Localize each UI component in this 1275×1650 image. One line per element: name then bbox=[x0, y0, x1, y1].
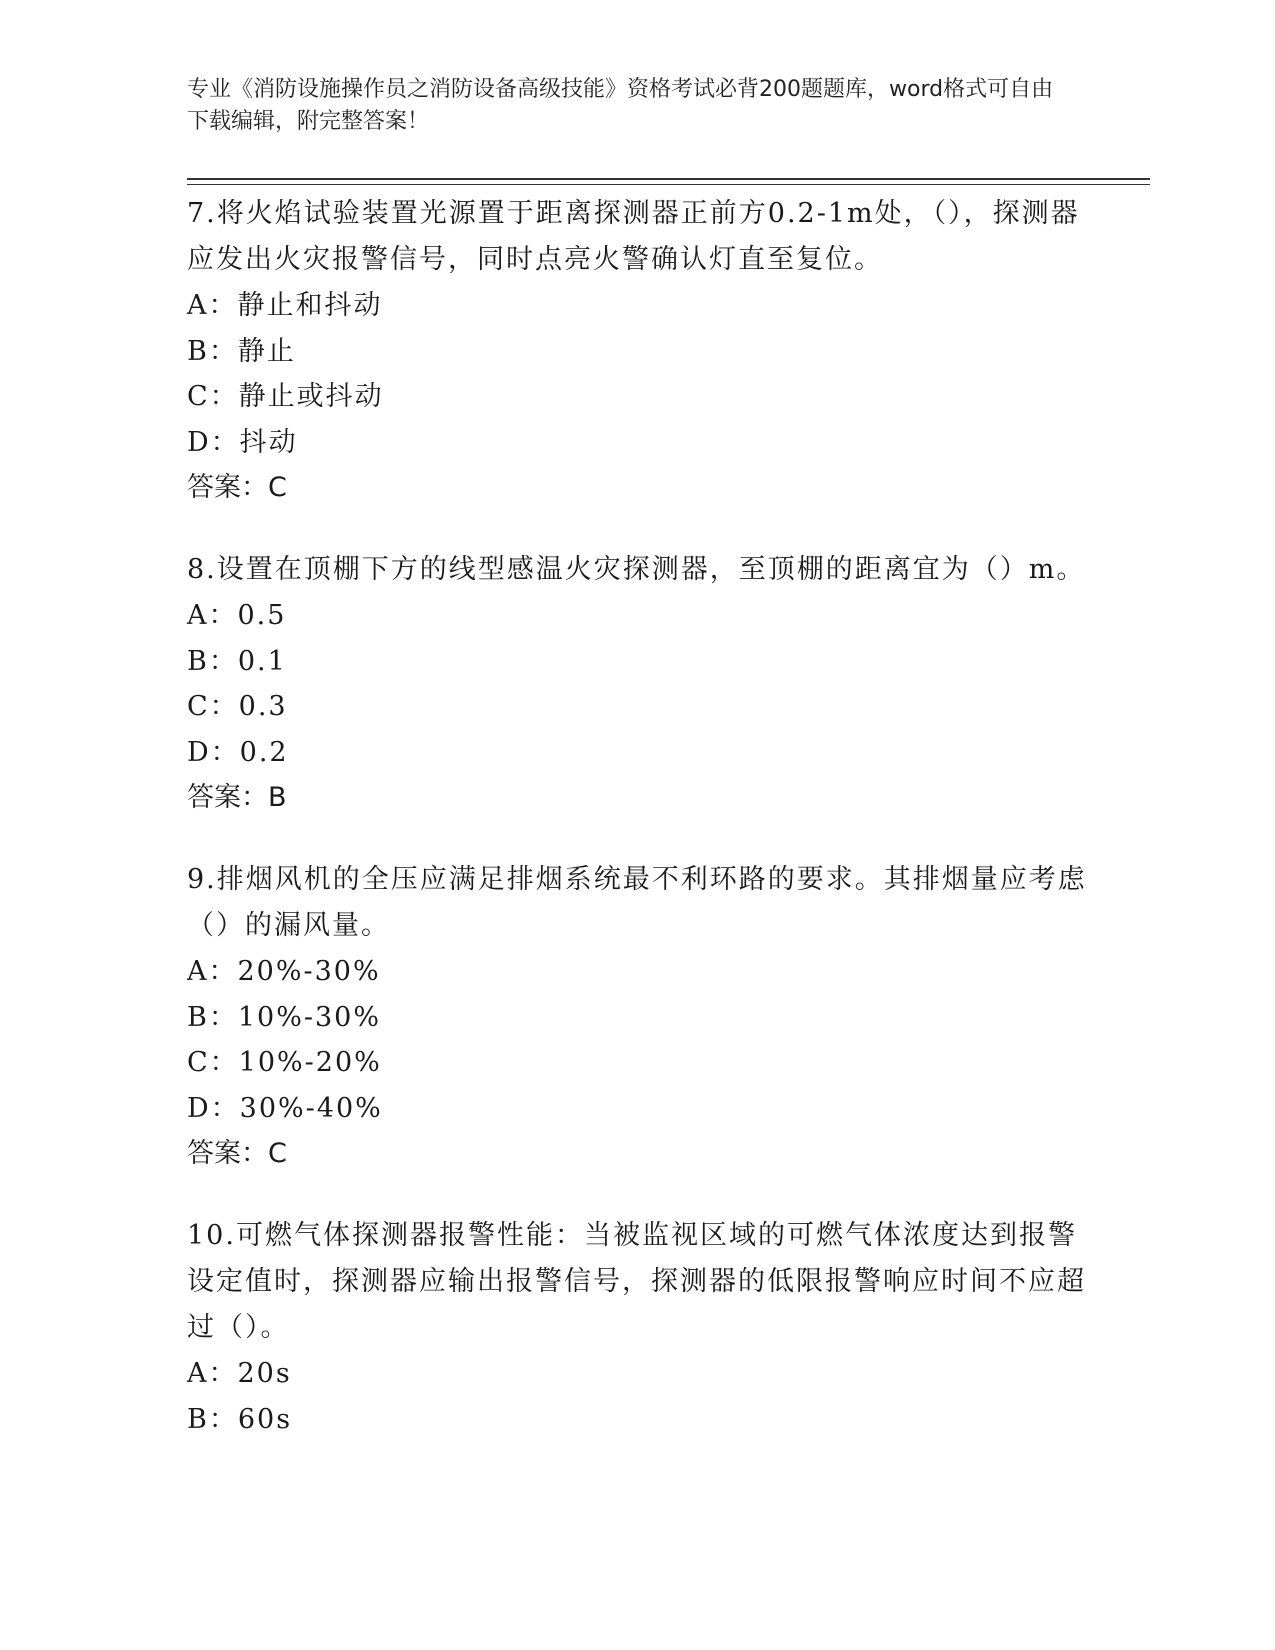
answer-line: 答案：C bbox=[187, 1138, 287, 1169]
option-b: B：60s bbox=[187, 1403, 293, 1435]
question-stem: 9.排烟风机的全压应满足排烟系统最不利环路的要求。其排烟量应考虑（）的漏风量。 bbox=[187, 864, 1087, 941]
option-d: D：0.2 bbox=[187, 736, 289, 768]
option-c: C：静止或抖动 bbox=[187, 381, 384, 412]
document-header: 专业《消防设施操作员之消防设备高级技能》资格考试必背200题题库，word格式可自由下载编辑，附完整答案！ bbox=[187, 77, 1054, 134]
option-b: B：静止 bbox=[187, 335, 296, 367]
answer-line: 答案：B bbox=[187, 782, 287, 813]
question-9 bbox=[187, 857, 1087, 1177]
answer-line: 答案：C bbox=[187, 472, 287, 503]
question-stem: 7.将火焰试验装置光源置于距离探测器正前方0.2-1m处，（），探测器应发出火灾报警信号，同时点亮火警确认灯直至复位。 bbox=[187, 198, 1080, 275]
option-a: A：静止和抖动 bbox=[187, 290, 383, 321]
question-7 bbox=[187, 191, 1087, 511]
option-b: B：0.1 bbox=[187, 645, 287, 677]
option-c: C：10%-20% bbox=[187, 1047, 382, 1078]
question-8 bbox=[187, 547, 1087, 821]
header-divider-thick bbox=[187, 178, 1150, 180]
question-list bbox=[187, 190, 1087, 1478]
option-a: A：20%-30% bbox=[187, 956, 381, 987]
option-d: D：抖动 bbox=[187, 426, 298, 458]
option-a: A：0.5 bbox=[187, 600, 287, 631]
question-stem: 8.设置在顶棚下方的线型感温火灾探测器，至顶棚的距离宜为（）m。 bbox=[187, 554, 1086, 585]
option-c: C：0.3 bbox=[187, 691, 288, 722]
option-a: A：20s bbox=[187, 1358, 292, 1389]
option-d: D：30%-40% bbox=[187, 1092, 383, 1124]
header-divider-thin bbox=[187, 184, 1150, 185]
option-b: B：10%-30% bbox=[187, 1001, 381, 1033]
question-stem: 10.可燃气体探测器报警性能：当被监视区域的可燃气体浓度达到报警设定值时，探测器应输出报警信号，探测器的低限报警响应时间不应超过（）。 bbox=[187, 1220, 1086, 1343]
question-10 bbox=[187, 1213, 1087, 1442]
